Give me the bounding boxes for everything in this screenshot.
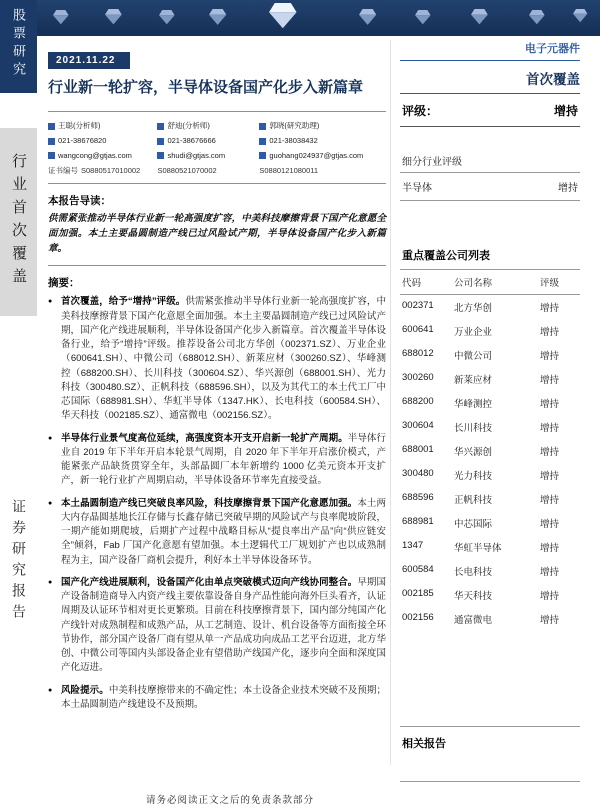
company-code: 1347 bbox=[402, 540, 424, 551]
analyst-name: 王聪(分析师) bbox=[58, 121, 101, 131]
right-column bbox=[400, 40, 580, 782]
company-code: 688012 bbox=[402, 348, 434, 359]
header-rating: 评级 bbox=[540, 278, 560, 289]
table-row bbox=[400, 367, 580, 391]
bullet-body: 早期国产设备制造商导入内资产线主要依靠设备自身产品性能向海外巨头看齐，认证周期及认证环节相对更长更繁琐。目前在科技摩擦背景下，国内部分纯国产化产线针对成熟制程和成熟产品，从工艺制造、设计、机台设备等方面衔接全环节协作，部分国产设备厂商有望从单一产品成功向成品工艺平台迈进，北方华创、中微公司等国内头部设备企业有望借助产线国产化，逐步向全面和深度国产化迈进。 bbox=[61, 576, 386, 674]
sidebar-stock-research: 股票研究 bbox=[0, 0, 37, 93]
diamond-icon bbox=[209, 9, 226, 25]
company-code: 600641 bbox=[402, 324, 434, 335]
company-code: 002156 bbox=[402, 612, 434, 623]
table-row bbox=[400, 583, 580, 607]
summary-bullet bbox=[48, 497, 386, 568]
analyst-icon bbox=[157, 123, 164, 130]
company-code: 600584 bbox=[402, 564, 434, 575]
analyst-phone: 021-38676666 bbox=[167, 135, 216, 145]
email-icon bbox=[157, 152, 164, 159]
bullet-body: 供需紧张推动半导体行业新一轮高强度扩容，中美科技摩擦背景下国产化意愿全面加强。本土主要晶圆制造产线已过风险试产期，国产化产线进展顺利，半导体设备国产化步入新篇章。首次覆盖半导体设备行业，给予“增持”评级。推荐设备公司北方华创（002371.SZ）、万业企业（600641.SH）、中微公司（688012.SH）、新莱应材（300260.SZ）、华峰测控（688200.SH）、长川科技（300604.SZ）、华兴源创（688001.SH）、光力科技（300480.SZ）、正帆科技（688596.SH），以及为其代工的本土代工厂中芯国际（688981.SH）、华虹半导体（1347.HK）、长电科技（600584.SH）、华天科技（002185.SZ）、通富微电（002156.SZ）。 bbox=[61, 296, 386, 422]
company-rating: 增持 bbox=[540, 423, 560, 434]
summary-bullet bbox=[48, 576, 386, 676]
table-row bbox=[400, 559, 580, 583]
table-row bbox=[400, 607, 580, 631]
diamond-icon bbox=[471, 9, 488, 24]
bullet-lead: 半导体行业景气度高位延续，高强度资本开支开启新一轮扩产周期。 bbox=[61, 432, 348, 444]
company-code: 300480 bbox=[402, 468, 434, 479]
abstract-label: 摘要： bbox=[48, 277, 80, 290]
table-row bbox=[400, 511, 580, 535]
bullet-body: 本土两大内存晶圆基地长江存储与长鑫存储已突破早期的风险试产与良率爬坡阶段，一期产能如期爬坡，后期扩产过程中战略目标从“提良率出产品”向“供应链安全”倾斜，Fab 厂国产化意愿有望加强。本土逻辑代工厂规划扩产也以成熟制程为主，国产设备厂商机会提升，利好本土半导体设备环节。 bbox=[61, 497, 386, 566]
diamond-icon bbox=[529, 10, 545, 24]
company-name: 华峰测控 bbox=[454, 399, 493, 410]
rating-label: 评级： bbox=[402, 104, 439, 118]
industry-label: 电子元器件 bbox=[400, 40, 580, 61]
company-name: 正帆科技 bbox=[454, 495, 493, 506]
rating-value: 增持 bbox=[553, 104, 578, 118]
company-rating: 增持 bbox=[540, 303, 560, 314]
table-row bbox=[400, 415, 580, 439]
company-rating: 增持 bbox=[540, 375, 560, 386]
analyst-phone: 021-38038432 bbox=[269, 135, 318, 145]
summary-bullet bbox=[48, 432, 386, 489]
company-name: 华兴源创 bbox=[454, 447, 493, 458]
company-rating: 增持 bbox=[540, 519, 560, 530]
email-icon bbox=[48, 152, 55, 159]
company-rating: 增持 bbox=[540, 471, 560, 482]
diamond-icon bbox=[573, 9, 587, 22]
analyst-icon bbox=[48, 123, 55, 130]
company-code: 300260 bbox=[402, 372, 434, 383]
analyst-email: shudi@gtjas.com bbox=[167, 150, 226, 160]
covered-companies-label: 重点覆盖公司列表 bbox=[402, 250, 490, 262]
sub-industry-rating: 增持 bbox=[558, 183, 578, 194]
sub-industry-rating-label: 细分行业评级 bbox=[402, 157, 462, 168]
table-row bbox=[400, 343, 580, 367]
analyst-column bbox=[157, 119, 259, 177]
diamond-icon bbox=[359, 9, 376, 25]
sidebar-industry-first-coverage: 行业首次覆盖 bbox=[0, 128, 37, 316]
cert-number: S0880121080011 bbox=[259, 166, 319, 176]
company-code: 002371 bbox=[402, 300, 434, 311]
cert-number: S0880517010002 bbox=[81, 166, 141, 176]
table-row bbox=[400, 319, 580, 343]
company-rating: 增持 bbox=[540, 447, 560, 458]
table-row bbox=[400, 487, 580, 511]
company-code: 688596 bbox=[402, 492, 434, 503]
sub-industry-rating-row bbox=[400, 172, 580, 201]
bullet-body: 中美科技摩擦带来的不确定性；本土设备企业技术突破不及预期；本土晶圆制造产线建设不及预期。 bbox=[61, 684, 386, 710]
rating-row bbox=[400, 94, 580, 127]
company-name: 北方华创 bbox=[454, 303, 493, 314]
company-name: 长川科技 bbox=[454, 423, 493, 434]
table-row bbox=[400, 535, 580, 559]
sub-industry-rating-section bbox=[400, 153, 580, 201]
bullet-lead: 风险提示。 bbox=[61, 684, 109, 696]
guide-text: 供需紧张推动半导体行业新一轮高强度扩容，中美科技摩擦背景下国产化意愿全面加强。本土主要晶圆制造产线已过风险试产期，半导体设备国产化步入新篇章。 bbox=[48, 212, 386, 266]
analyst-table bbox=[48, 111, 386, 184]
companies-header-row bbox=[400, 269, 580, 295]
company-name: 华虹半导体 bbox=[454, 543, 502, 554]
report-date: 2021.11.22 bbox=[48, 52, 130, 69]
header-code: 代码 bbox=[402, 278, 422, 289]
guide-label: 本报告导读： bbox=[48, 195, 111, 208]
analyst-email: wangcong@gtjas.com bbox=[58, 150, 132, 160]
summary-bullet bbox=[48, 295, 386, 423]
company-rating: 增持 bbox=[540, 351, 560, 362]
diamond-banner-graphic bbox=[37, 0, 600, 36]
first-coverage-label: 首次覆盖 bbox=[400, 61, 580, 94]
company-rating: 增持 bbox=[540, 399, 560, 410]
company-code: 688981 bbox=[402, 516, 434, 527]
main-column bbox=[48, 50, 386, 720]
analyst-column bbox=[259, 119, 386, 177]
company-rating: 增持 bbox=[540, 495, 560, 506]
company-name: 中芯国际 bbox=[454, 519, 493, 530]
related-reports-section: 相关报告 bbox=[400, 726, 580, 782]
disclaimer-footer: 请务必阅读正文之后的免责条款部分 bbox=[145, 795, 314, 806]
banner bbox=[37, 0, 600, 36]
diamond-icon bbox=[415, 10, 431, 24]
covered-companies-section bbox=[400, 247, 580, 631]
bullet-lead: 本土晶圆制造产线已突破良率风险，科技摩擦背景下国产化意愿加强。 bbox=[61, 497, 358, 509]
bullet-body: 半导体行业自 2019 年下半年开启本轮景气周期，自 2020 年下半年开启涨价模式，产能紧张产品缺货贯穿全年，头部晶圆厂本年新增约 1000 亿美元资本开支扩产，新一轮行业扩产周期启动，半导体设备环节率先直接受益。 bbox=[61, 432, 386, 487]
company-code: 688200 bbox=[402, 396, 434, 407]
diamond-icon bbox=[105, 9, 122, 24]
table-row bbox=[400, 439, 580, 463]
table-row bbox=[400, 463, 580, 487]
company-name: 万业企业 bbox=[454, 327, 493, 338]
company-code: 300604 bbox=[402, 420, 434, 431]
analyst-email: guohang024937@gtjas.com bbox=[269, 150, 364, 160]
bullet-lead: 国产化产线进展顺利，设备国产化由单点突破模式迈向产线协同整合。 bbox=[61, 576, 358, 588]
company-name: 新莱应材 bbox=[454, 375, 493, 386]
company-rating: 增持 bbox=[540, 591, 560, 602]
analyst-name: 郭晓(研究助理) bbox=[269, 121, 320, 131]
company-name: 光力科技 bbox=[454, 471, 493, 482]
table-row bbox=[400, 391, 580, 415]
company-rating: 增持 bbox=[540, 615, 560, 626]
phone-icon bbox=[48, 138, 55, 145]
phone-icon bbox=[157, 138, 164, 145]
company-rating: 增持 bbox=[540, 567, 560, 578]
company-rating: 增持 bbox=[540, 327, 560, 338]
sub-industry-name: 半导体 bbox=[402, 183, 432, 194]
column-divider bbox=[390, 40, 391, 765]
analyst-column bbox=[48, 119, 157, 177]
diamond-icon bbox=[159, 10, 175, 24]
summary-bullet-risk bbox=[48, 684, 386, 713]
report-title: 行业新一轮扩容，半导体设备国产化步入新篇章 bbox=[48, 79, 364, 96]
company-rating: 增持 bbox=[540, 543, 560, 554]
company-name: 通富微电 bbox=[454, 615, 493, 626]
company-code: 002185 bbox=[402, 588, 434, 599]
company-code: 688001 bbox=[402, 444, 434, 455]
diamond-icon bbox=[53, 10, 69, 24]
cert-label: 证书编号 bbox=[48, 166, 78, 176]
email-icon bbox=[259, 152, 266, 159]
diamond-icon-large bbox=[269, 3, 297, 28]
phone-icon bbox=[259, 138, 266, 145]
analyst-icon bbox=[259, 123, 266, 130]
company-name: 华天科技 bbox=[454, 591, 493, 602]
company-name: 长电科技 bbox=[454, 567, 493, 578]
cert-number: S0880521070002 bbox=[157, 166, 217, 176]
company-name: 中微公司 bbox=[454, 351, 493, 362]
header-name: 公司名称 bbox=[454, 278, 493, 289]
analyst-phone: 021-38676820 bbox=[58, 135, 107, 145]
sidebar-securities-research-report: 证券研究报告 bbox=[11, 499, 27, 625]
analyst-name: 舒迪(分析师) bbox=[167, 121, 210, 131]
bullet-lead: 首次覆盖，给予“增持”评级。 bbox=[61, 296, 186, 308]
table-row bbox=[400, 295, 580, 319]
